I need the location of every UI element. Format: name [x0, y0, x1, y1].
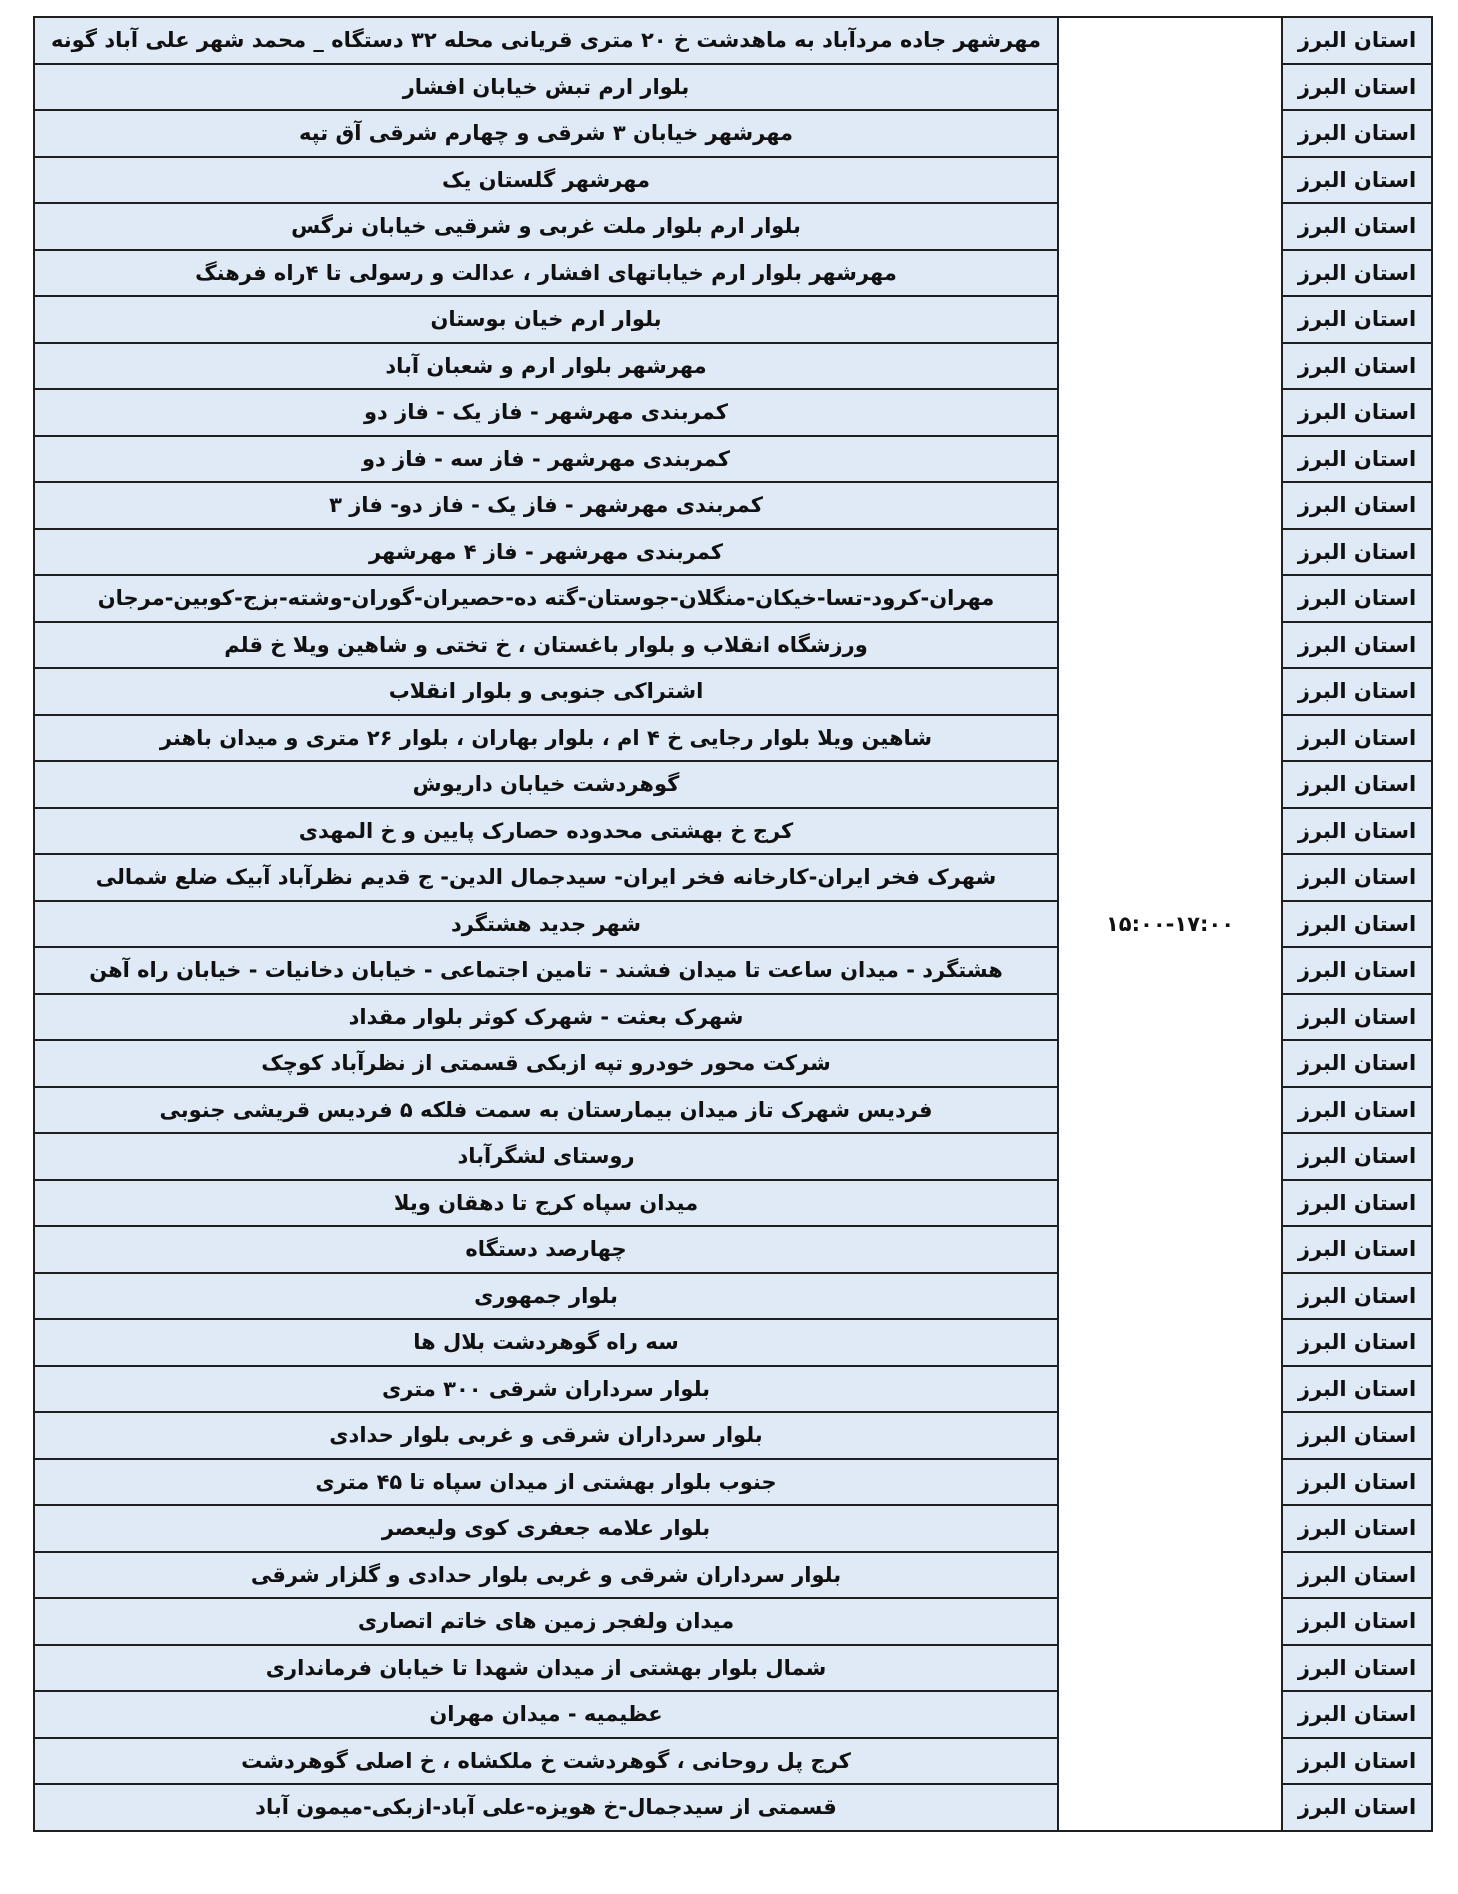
address-cell: مهرشهر بلوار ارم خیاباتهای افشار ، عدالت و رسولی تا ۴راه فرهنگ: [34, 250, 1058, 297]
address-cell: گوهردشت خیابان داریوش: [34, 761, 1058, 808]
address-cell: شرکت محور خودرو تپه ازبکی قسمتی از نظرآباد کوچک: [34, 1040, 1058, 1087]
address-cell: شهر جدید هشتگرد: [34, 901, 1058, 948]
address-cell: بلوار سرداران شرقی ۳۰۰ متری: [34, 1366, 1058, 1413]
address-cell: میدان سپاه کرج تا دهقان ویلا: [34, 1180, 1058, 1227]
province-cell: استان البرز: [1282, 1180, 1432, 1227]
address-cell: کرج خ بهشتی محدوده حصارک پایین و خ المهدی: [34, 808, 1058, 855]
address-cell: کمربندی مهرشهر - فاز یک - فاز دو: [34, 389, 1058, 436]
province-cell: استان البرز: [1282, 808, 1432, 855]
address-cell: بلوار جمهوری: [34, 1273, 1058, 1320]
province-cell: استان البرز: [1282, 343, 1432, 390]
province-cell: استان البرز: [1282, 1784, 1432, 1831]
province-cell: استان البرز: [1282, 1040, 1432, 1087]
province-cell: استان البرز: [1282, 1505, 1432, 1552]
province-cell: استان البرز: [1282, 994, 1432, 1041]
address-cell: قسمتی از سیدجمال-خ هویزه-علی آباد-ازبکی-میمون آباد: [34, 1784, 1058, 1831]
province-cell: استان البرز: [1282, 1319, 1432, 1366]
province-cell: استان البرز: [1282, 389, 1432, 436]
province-cell: استان البرز: [1282, 854, 1432, 901]
address-cell: بلوار ارم بلوار ملت غربی و شرقیی خیابان نرگس: [34, 203, 1058, 250]
address-cell: مهرشهر خیابان ۳ شرقی و چهارم شرقی آق تپه: [34, 110, 1058, 157]
address-cell: بلوار ارم خیان بوستان: [34, 296, 1058, 343]
address-cell: عظیمیه - میدان مهران: [34, 1691, 1058, 1738]
province-cell: استان البرز: [1282, 1598, 1432, 1645]
province-cell: استان البرز: [1282, 203, 1432, 250]
address-cell: فردیس شهرک تاز میدان بیمارستان به سمت فلکه ۵ فردیس قریشی جنوبی: [34, 1087, 1058, 1134]
province-cell: استان البرز: [1282, 1366, 1432, 1413]
address-cell: چهارصد دستگاه: [34, 1226, 1058, 1273]
province-cell: استان البرز: [1282, 1133, 1432, 1180]
outage-time-window: ۱۵:۰۰-۱۷:۰۰: [1058, 17, 1282, 1831]
address-cell: شهرک بعثت - شهرک کوثر بلوار مقداد: [34, 994, 1058, 1041]
province-cell: استان البرز: [1282, 1087, 1432, 1134]
table-body: [34, 17, 1432, 1831]
province-cell: استان البرز: [1282, 529, 1432, 576]
province-cell: استان البرز: [1282, 1412, 1432, 1459]
address-cell: بلوار سرداران شرقی و غربی بلوار حدادی و گلزار شرقی: [34, 1552, 1058, 1599]
province-cell: استان البرز: [1282, 157, 1432, 204]
address-cell: جنوب بلوار بهشتی از میدان سپاه تا ۴۵ متری: [34, 1459, 1058, 1506]
address-cell: کمربندی مهرشهر - فاز سه - فاز دو: [34, 436, 1058, 483]
address-cell: مهران-کرود-تسا-خیکان-منگلان-جوستان-گته ده-حصیران-گوران-وشته-بزج-کوبین-مرجان: [34, 575, 1058, 622]
table-row: [34, 17, 1432, 64]
province-cell: استان البرز: [1282, 296, 1432, 343]
province-cell: استان البرز: [1282, 1273, 1432, 1320]
province-cell: استان البرز: [1282, 1459, 1432, 1506]
province-cell: استان البرز: [1282, 1226, 1432, 1273]
address-cell: مهرشهر بلوار ارم و شعبان آباد: [34, 343, 1058, 390]
province-cell: استان البرز: [1282, 668, 1432, 715]
address-cell: روستای لشگرآباد: [34, 1133, 1058, 1180]
address-cell: شهرک فخر ایران-کارخانه فخر ایران- سیدجمال الدین- ج قدیم نظرآباد آبیک ضلع شمالی: [34, 854, 1058, 901]
province-cell: استان البرز: [1282, 482, 1432, 529]
address-cell: اشتراکی جنوبی و بلوار انقلاب: [34, 668, 1058, 715]
province-cell: استان البرز: [1282, 622, 1432, 669]
address-cell: بلوار علامه جعفری کوی ولیعصر: [34, 1505, 1058, 1552]
province-cell: استان البرز: [1282, 1738, 1432, 1785]
province-cell: استان البرز: [1282, 947, 1432, 994]
province-cell: استان البرز: [1282, 715, 1432, 762]
address-cell: کمربندی مهرشهر - فاز یک - فاز دو- فاز ۳: [34, 482, 1058, 529]
province-cell: استان البرز: [1282, 250, 1432, 297]
address-cell: بلوار ارم تبش خیابان افشار: [34, 64, 1058, 111]
address-cell: سه راه گوهردشت بلال ها: [34, 1319, 1058, 1366]
province-cell: استان البرز: [1282, 761, 1432, 808]
province-cell: استان البرز: [1282, 17, 1432, 64]
address-cell: هشتگرد - میدان ساعت تا میدان فشند - تامین اجتماعی - خیابان دخانیات - خیابان راه آهن: [34, 947, 1058, 994]
address-cell: مهرشهر گلستان یک: [34, 157, 1058, 204]
address-cell: کرج پل روحانی ، گوهردشت خ ملکشاه ، خ اصلی گوهردشت: [34, 1738, 1058, 1785]
address-cell: بلوار سرداران شرقی و غربی بلوار حدادی: [34, 1412, 1058, 1459]
address-cell: کمربندی مهرشهر - فاز ۴ مهرشهر: [34, 529, 1058, 576]
province-cell: استان البرز: [1282, 110, 1432, 157]
outage-schedule-table: [33, 16, 1433, 1832]
province-cell: استان البرز: [1282, 1645, 1432, 1692]
province-cell: استان البرز: [1282, 1691, 1432, 1738]
province-cell: استان البرز: [1282, 901, 1432, 948]
address-cell: شمال بلوار بهشتی از میدان شهدا تا خیابان فرمانداری: [34, 1645, 1058, 1692]
province-cell: استان البرز: [1282, 436, 1432, 483]
province-cell: استان البرز: [1282, 1552, 1432, 1599]
address-cell: مهرشهر جاده مردآباد به ماهدشت خ ۲۰ متری قریانی محله ۳۲ دستگاه _ محمد شهر علی آباد گونه: [34, 17, 1058, 64]
address-cell: میدان ولفجر زمین های خاتم اتصاری: [34, 1598, 1058, 1645]
address-cell: ورزشگاه انقلاب و بلوار باغستان ، خ تختی و شاهین ویلا خ قلم: [34, 622, 1058, 669]
province-cell: استان البرز: [1282, 64, 1432, 111]
province-cell: استان البرز: [1282, 575, 1432, 622]
address-cell: شاهین ویلا بلوار رجایی خ ۴ ام ، بلوار بهاران ، بلوار ۲۶ متری و میدان باهنر: [34, 715, 1058, 762]
